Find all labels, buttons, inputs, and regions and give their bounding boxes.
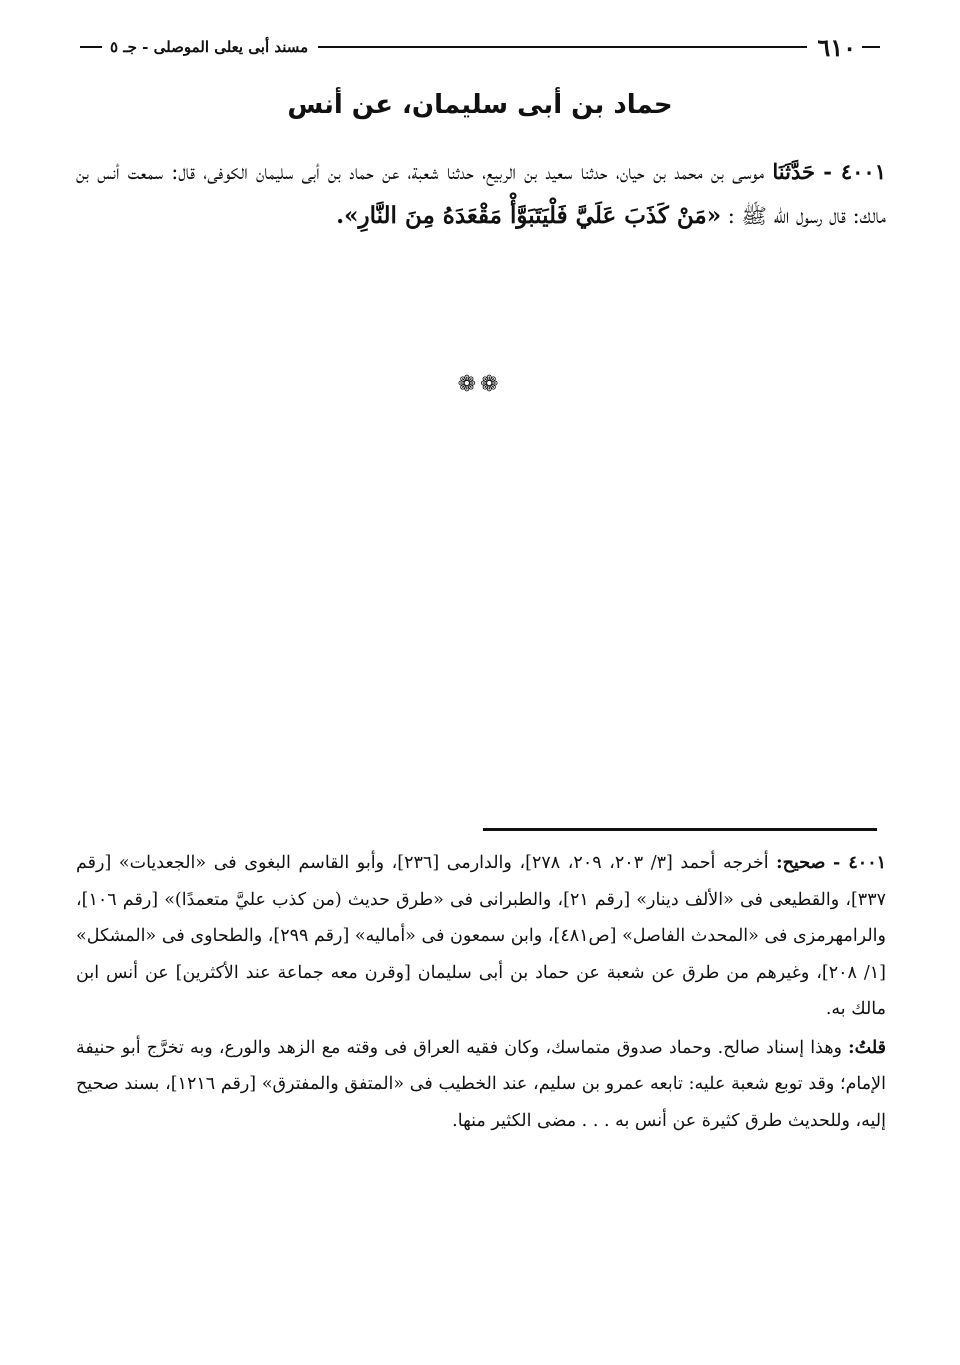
hadith-text <box>76 150 886 238</box>
footnote-comment <box>76 1030 886 1140</box>
footnote-grade: صحيح: <box>776 853 826 873</box>
section-separator: ❁❁ <box>457 372 503 397</box>
hadith-number: ٤٠٠١ - <box>823 159 886 184</box>
footnote-comment-text: وهذا إسناد صالح. وحماد صدوق متماسك، وكان فقيه العراق فى وقته مع الزهد والورع، وبه تخرَّج أبو حنيفة الإمام؛ وقد توبع شعبة عليه: تابعه عمرو بن سليم، عند الخطيب فى «المتفق والمفترق» [رقم ١٢١٦]، بسند صحيح إليه، وللحديث طرق كثيرة عن أنس به . . . مضى الكثير منها. <box>76 1037 886 1131</box>
hadith-opening: حَدَّثَنَا <box>772 159 815 184</box>
section-title: حماد بن أبى سليمان، عن أنس <box>287 90 673 120</box>
footnote-takhrij-text: أخرجه أحمد [٣/ ٢٠٣، ٢٠٩، ٢٧٨]، والدارمى [٢٣٦]، وأبو القاسم البغوى فى «الجعديات» [رقم ٣٣٧]، والقطيعى فى «الألف دينار» [رقم ٢١]، والطبرانى فى «طرق حديث (من كذب عليَّ متعمدًا)» [رقم ١٠٦]، والرامهرمزى فى «المحدث الفاصل» [ص٤٨١]، وابن سمعون فى «أماليه» [رقم ٢٩٩]، والطحاوى فى «المشكل» [١/ ٢٠٨]، وغيرهم من طرق عن شعبة عن حماد بن أبى سليمان [وقرن معه جماعة عند الأكثرين] عن أنس ابن مالك به. <box>76 853 886 1019</box>
header-dash-right <box>862 46 880 48</box>
hadith-isnad: موسى بن محمد بن حيان، حدثنا سعيد بن الربيع، حدثنا شعبة، عن حماد بن أبى سليمان الكوفى، قال: سمعت أنس بن مالك: قال رسول الله ﷺ : <box>76 160 886 228</box>
footnote-rule <box>483 828 877 831</box>
footnote <box>76 845 886 1139</box>
footnote-number: ٤٠٠١ - <box>832 853 886 873</box>
footnote-qult-label: قلتُ: <box>848 1037 886 1058</box>
hadith-matn: «مَنْ كَذَبَ عَلَيَّ فَلْيَتَبَوَّأْ مَقْعَدَهُ مِنَ النَّارِ». <box>336 202 722 229</box>
header-dash-left <box>80 46 102 48</box>
book-title: مسند أبى يعلى الموصلى - جـ ٥ <box>110 38 309 56</box>
header-rule <box>318 46 807 48</box>
running-header <box>80 32 880 62</box>
footnote-takhrij <box>76 845 886 1028</box>
page-number: ٦١٠ <box>817 32 856 62</box>
